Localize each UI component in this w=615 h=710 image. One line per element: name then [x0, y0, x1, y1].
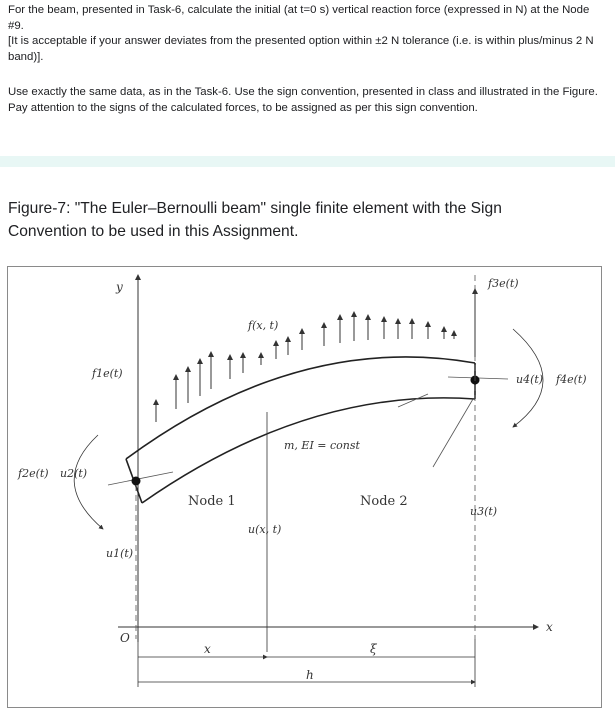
f4-label: f4e(t)	[556, 373, 587, 386]
node2-label: Node 2	[360, 494, 408, 509]
f1-label: f1e(t)	[92, 367, 123, 380]
u4-label: u4(t)	[516, 373, 544, 386]
instruction-text	[8, 85, 606, 116]
u1-label: u1(t)	[106, 547, 134, 560]
node1-label: Node 1	[188, 494, 236, 509]
tangent-line-2	[433, 399, 473, 467]
deflection-label: u(x, t)	[248, 523, 282, 536]
beam-figure	[7, 266, 602, 708]
dim-xi-label: ξ	[370, 642, 377, 656]
load-label: f(x, t)	[248, 319, 279, 332]
instruction-line: Use exactly the same data, as in the Task-6. Use the sign convention, presented in class and illustrated in the Figure. Pay attention to the signs of the calculated forces, to be assigned as per this sign convention.	[8, 86, 598, 114]
property-label: m, EI = const	[284, 439, 360, 452]
y-axis-label: y	[116, 280, 123, 294]
beam-element	[126, 357, 475, 503]
beam-diagram-svg	[8, 267, 601, 707]
node1-point	[132, 477, 141, 486]
u3-label: u3(t)	[470, 505, 498, 518]
origin-label: O	[120, 631, 130, 645]
question-line-tolerance: [It is acceptable if your answer deviates from the presented option within ±2 N tolerance (i.e. is within plus/minus 2 N band)].	[8, 35, 594, 63]
f3-label: f3e(t)	[488, 277, 519, 290]
u2-label: u2(t)	[60, 467, 88, 480]
f2-label: f2e(t)	[18, 467, 49, 480]
node1-slope-line	[108, 472, 173, 485]
question-text	[8, 3, 606, 65]
x-axis-label: x	[546, 620, 553, 634]
dim-x-label: x	[204, 642, 211, 656]
figure-title: Figure-7: "The Euler–Bernoulli beam" single finite element with the Sign Convention to be used in this Assignment.	[8, 200, 502, 240]
dim-h-label: h	[306, 668, 314, 682]
divider-band	[0, 156, 615, 167]
node1-rotation-arc	[74, 435, 103, 529]
question-line-main: For the beam, presented in Task-6, calculate the initial (at t=0 s) vertical reaction force (expressed in N) at the Node #9.	[8, 4, 590, 32]
distributed-load-arrows	[156, 312, 454, 422]
